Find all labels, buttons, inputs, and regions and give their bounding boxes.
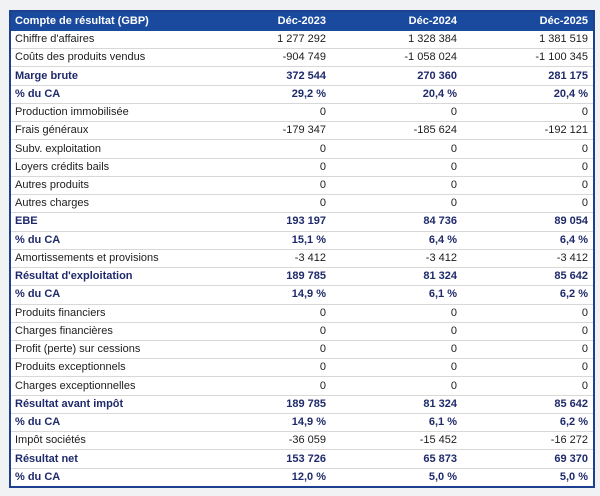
table-row [11,177,593,195]
table-row [11,414,593,432]
row-value: 6,1 % [428,417,457,429]
row-value: 0 [450,198,457,210]
row-value: 0 [319,325,326,337]
table-row [11,341,593,359]
row-value: 0 [581,161,588,173]
row-label: % du CA [15,88,61,100]
row-value: 0 [450,143,457,155]
table-row [11,359,593,377]
row-value: -179 347 [282,125,326,137]
row-label: Charges financières [15,325,113,337]
row-label: % du CA [15,289,61,301]
row-label: Subv. exploitation [15,143,102,155]
row-value: 89 054 [554,216,588,228]
row-value: 81 324 [423,398,457,410]
row-label: Coûts des produits vendus [15,52,146,64]
row-label: % du CA [15,234,61,246]
table-row [11,268,593,286]
row-value: 29,2 % [291,88,326,100]
row-value: 65 873 [423,453,457,465]
row-value: 0 [581,143,588,155]
row-value: -36 059 [288,435,326,447]
table-row [11,323,593,341]
table-body [11,31,593,486]
income-statement-table [9,10,595,488]
row-value: 0 [319,161,326,173]
table-row [11,396,593,414]
table-row [11,250,593,268]
row-value: 0 [319,143,326,155]
row-value: -3 412 [294,252,326,264]
row-value: 372 544 [286,70,326,82]
row-value: 1 277 292 [277,34,326,46]
row-value: 20,4 % [422,88,457,100]
row-value: -1 058 024 [404,52,457,64]
row-value: 0 [581,107,588,119]
column-header-dec-2023: Déc-2023 [277,16,326,27]
table-row [11,122,593,140]
row-value: 1 328 384 [408,34,457,46]
row-label: Autres produits [15,179,89,191]
row-value: 0 [319,344,326,356]
row-value: 6,4 % [559,234,588,246]
row-value: 85 642 [554,398,588,410]
row-value: -3 412 [425,252,457,264]
row-value: 5,0 % [559,471,588,483]
row-label: % du CA [15,471,61,483]
table-row [11,305,593,323]
column-header-dec-2024: Déc-2024 [408,16,457,27]
table-row [11,195,593,213]
table-title: Compte de résultat (GBP) [15,16,149,27]
row-value: 0 [319,179,326,191]
row-value: 0 [450,362,457,374]
table-row [11,31,593,49]
row-value: -16 272 [550,435,588,447]
row-value: -3 412 [556,252,588,264]
row-value: 0 [581,325,588,337]
row-value: -904 749 [282,52,326,64]
row-value: 0 [581,344,588,356]
table-row [11,469,593,486]
row-value: 69 370 [554,453,588,465]
row-value: 15,1 % [291,234,326,246]
row-value: -192 121 [544,125,588,137]
row-value: 0 [450,307,457,319]
row-value: 84 736 [423,216,457,228]
row-value: -15 452 [419,435,457,447]
row-value: 0 [319,307,326,319]
row-value: 20,4 % [553,88,588,100]
row-label: Marge brute [15,70,78,82]
table-row [11,232,593,250]
row-label: Impôt sociétés [15,435,86,447]
row-value: 0 [450,179,457,191]
table-row [11,213,593,231]
table-row [11,159,593,177]
row-label: Résultat d'exploitation [15,271,133,283]
row-label: % du CA [15,417,61,429]
row-value: 6,1 % [428,289,457,301]
row-value: -1 100 345 [535,52,588,64]
row-value: 14,9 % [291,417,326,429]
row-label: Frais généraux [15,125,89,137]
table-header-row [11,12,593,31]
row-value: 12,0 % [291,471,326,483]
table-row [11,67,593,85]
row-value: 193 197 [286,216,326,228]
row-value: 0 [450,107,457,119]
row-value: 0 [581,380,588,392]
row-value: 0 [450,161,457,173]
row-label: Chiffre d'affaires [15,34,95,46]
row-value: 0 [319,380,326,392]
row-label: Amortissements et provisions [15,252,159,264]
row-value: 153 726 [286,453,326,465]
row-label: Autres charges [15,198,89,210]
row-label: Loyers crédits bails [15,161,110,173]
row-label: Production immobilisée [15,107,129,119]
row-value: 0 [319,362,326,374]
row-label: Charges exceptionnelles [15,380,136,392]
row-value: 0 [450,380,457,392]
table-row [11,432,593,450]
row-value: 81 324 [423,271,457,283]
table-row [11,86,593,104]
row-value: 189 785 [286,398,326,410]
table-row [11,49,593,67]
row-value: 0 [581,362,588,374]
table-row [11,450,593,468]
row-label: Résultat net [15,453,78,465]
row-value: -185 624 [413,125,457,137]
row-value: 270 360 [417,70,457,82]
row-value: 0 [581,307,588,319]
row-value: 85 642 [554,271,588,283]
row-label: Résultat avant impôt [15,398,124,410]
row-label: Produits financiers [15,307,106,319]
column-header-dec-2025: Déc-2025 [539,16,588,27]
row-value: 0 [319,198,326,210]
row-value: 6,2 % [559,417,588,429]
table-row [11,140,593,158]
table-row [11,377,593,395]
row-value: 189 785 [286,271,326,283]
row-label: EBE [15,216,38,228]
row-value: 0 [319,107,326,119]
row-value: 6,4 % [428,234,457,246]
table-row [11,104,593,122]
row-value: 0 [450,344,457,356]
row-value: 6,2 % [559,289,588,301]
row-label: Produits exceptionnels [15,362,126,374]
row-value: 0 [581,198,588,210]
table-row [11,286,593,304]
row-value: 0 [581,179,588,191]
row-value: 14,9 % [291,289,326,301]
row-value: 0 [450,325,457,337]
row-label: Profit (perte) sur cessions [15,344,141,356]
row-value: 1 381 519 [539,34,588,46]
row-value: 5,0 % [428,471,457,483]
row-value: 281 175 [548,70,588,82]
